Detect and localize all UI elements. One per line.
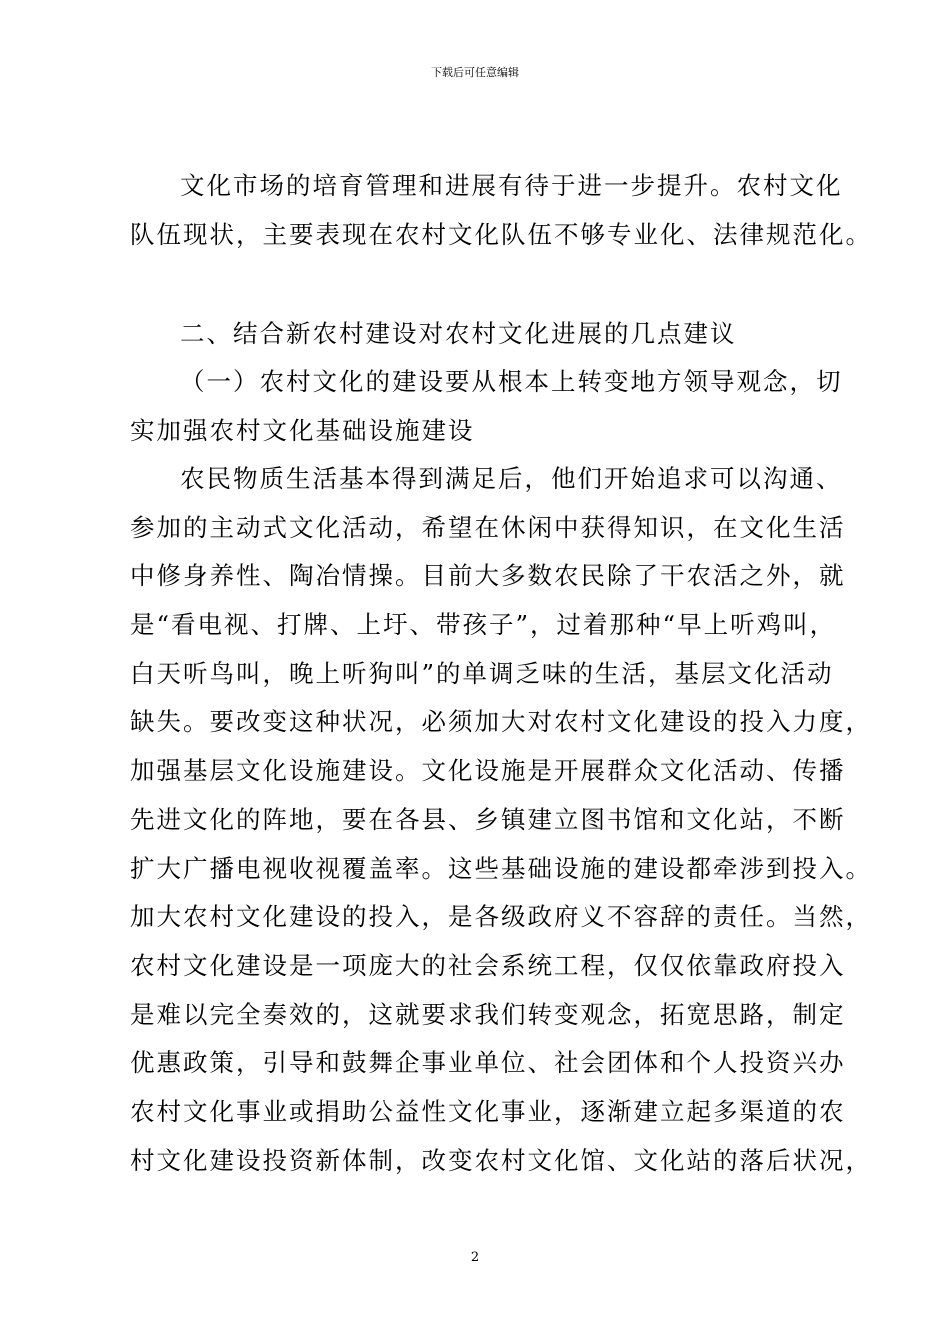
- heading-line: （一）农村文化的建设要从根本上转变地方领导观念，切: [180, 367, 843, 396]
- section-heading: [130, 310, 830, 359]
- text-line: 白天听鸟叫，晚上听狗叫”的单调乏味的生活，基层文化活动: [130, 658, 834, 688]
- text-line: 农村文化建设是一项庞大的社会系统工程，仅仅依靠政府投入: [130, 950, 846, 980]
- text-line: 村文化建设投资新体制，改变农村文化馆、文化站的落后状况，: [130, 1145, 872, 1175]
- text-line: 是难以完全奏效的，这就要求我们转变观念，拓宽思路，制定: [130, 999, 846, 1029]
- heading-line: 二、结合新农村建设对农村文化进展的几点建议: [180, 319, 737, 348]
- text-line: 农村文化事业或捐助公益性文化事业，逐渐建立起多渠道的农: [130, 1096, 846, 1126]
- text-line: 扩大广播电视收视覆盖率。这些基础设施的建设都牵涉到投入。: [130, 853, 872, 883]
- text-line: 缺失。要改变这种状况，必须加大对农村文化建设的投入力度，: [130, 707, 872, 737]
- paragraph-continuation: [130, 162, 872, 259]
- text-line: 是“看电视、打牌、上圩、带孩子”，过着那种“早上听鸡叫，: [130, 610, 837, 640]
- text-line: 先进文化的阵地，要在各县、乡镇建立图书馆和文化站，不断: [130, 804, 846, 834]
- text-line: 优惠政策，引导和鼓舞企事业单位、社会团体和个人投资兴办: [130, 1048, 846, 1078]
- text-line: 农民物质生活基本得到满足后，他们开始追求可以沟通、: [180, 464, 843, 493]
- page-number: 2: [470, 1250, 480, 1265]
- text-line: 参加的主动式文化活动，希望在休闲中获得知识，在文化生活: [130, 512, 846, 542]
- page-header: 下载后可任意编辑: [431, 66, 519, 79]
- subsection-heading: [130, 358, 843, 455]
- text-line: 队伍现状，主要表现在农村文化队伍不够专业化、法律规范化。: [130, 219, 872, 249]
- text-line: 文化市场的培育管理和进展有待于进一步提升。农村文化: [180, 171, 843, 200]
- text-line: 加强基层文化设施建设。文化设施是开展群众文化活动、传播: [130, 756, 846, 786]
- text-line: 中修身养性、陶冶情操。目前大多数农民除了干农活之外，就: [130, 561, 846, 591]
- text-line: 加大农村文化建设的投入，是各级政府义不容辞的责任。当然，: [130, 902, 872, 932]
- heading-line: 实加强农村文化基础设施建设: [130, 415, 475, 445]
- body-paragraph: [130, 455, 872, 1185]
